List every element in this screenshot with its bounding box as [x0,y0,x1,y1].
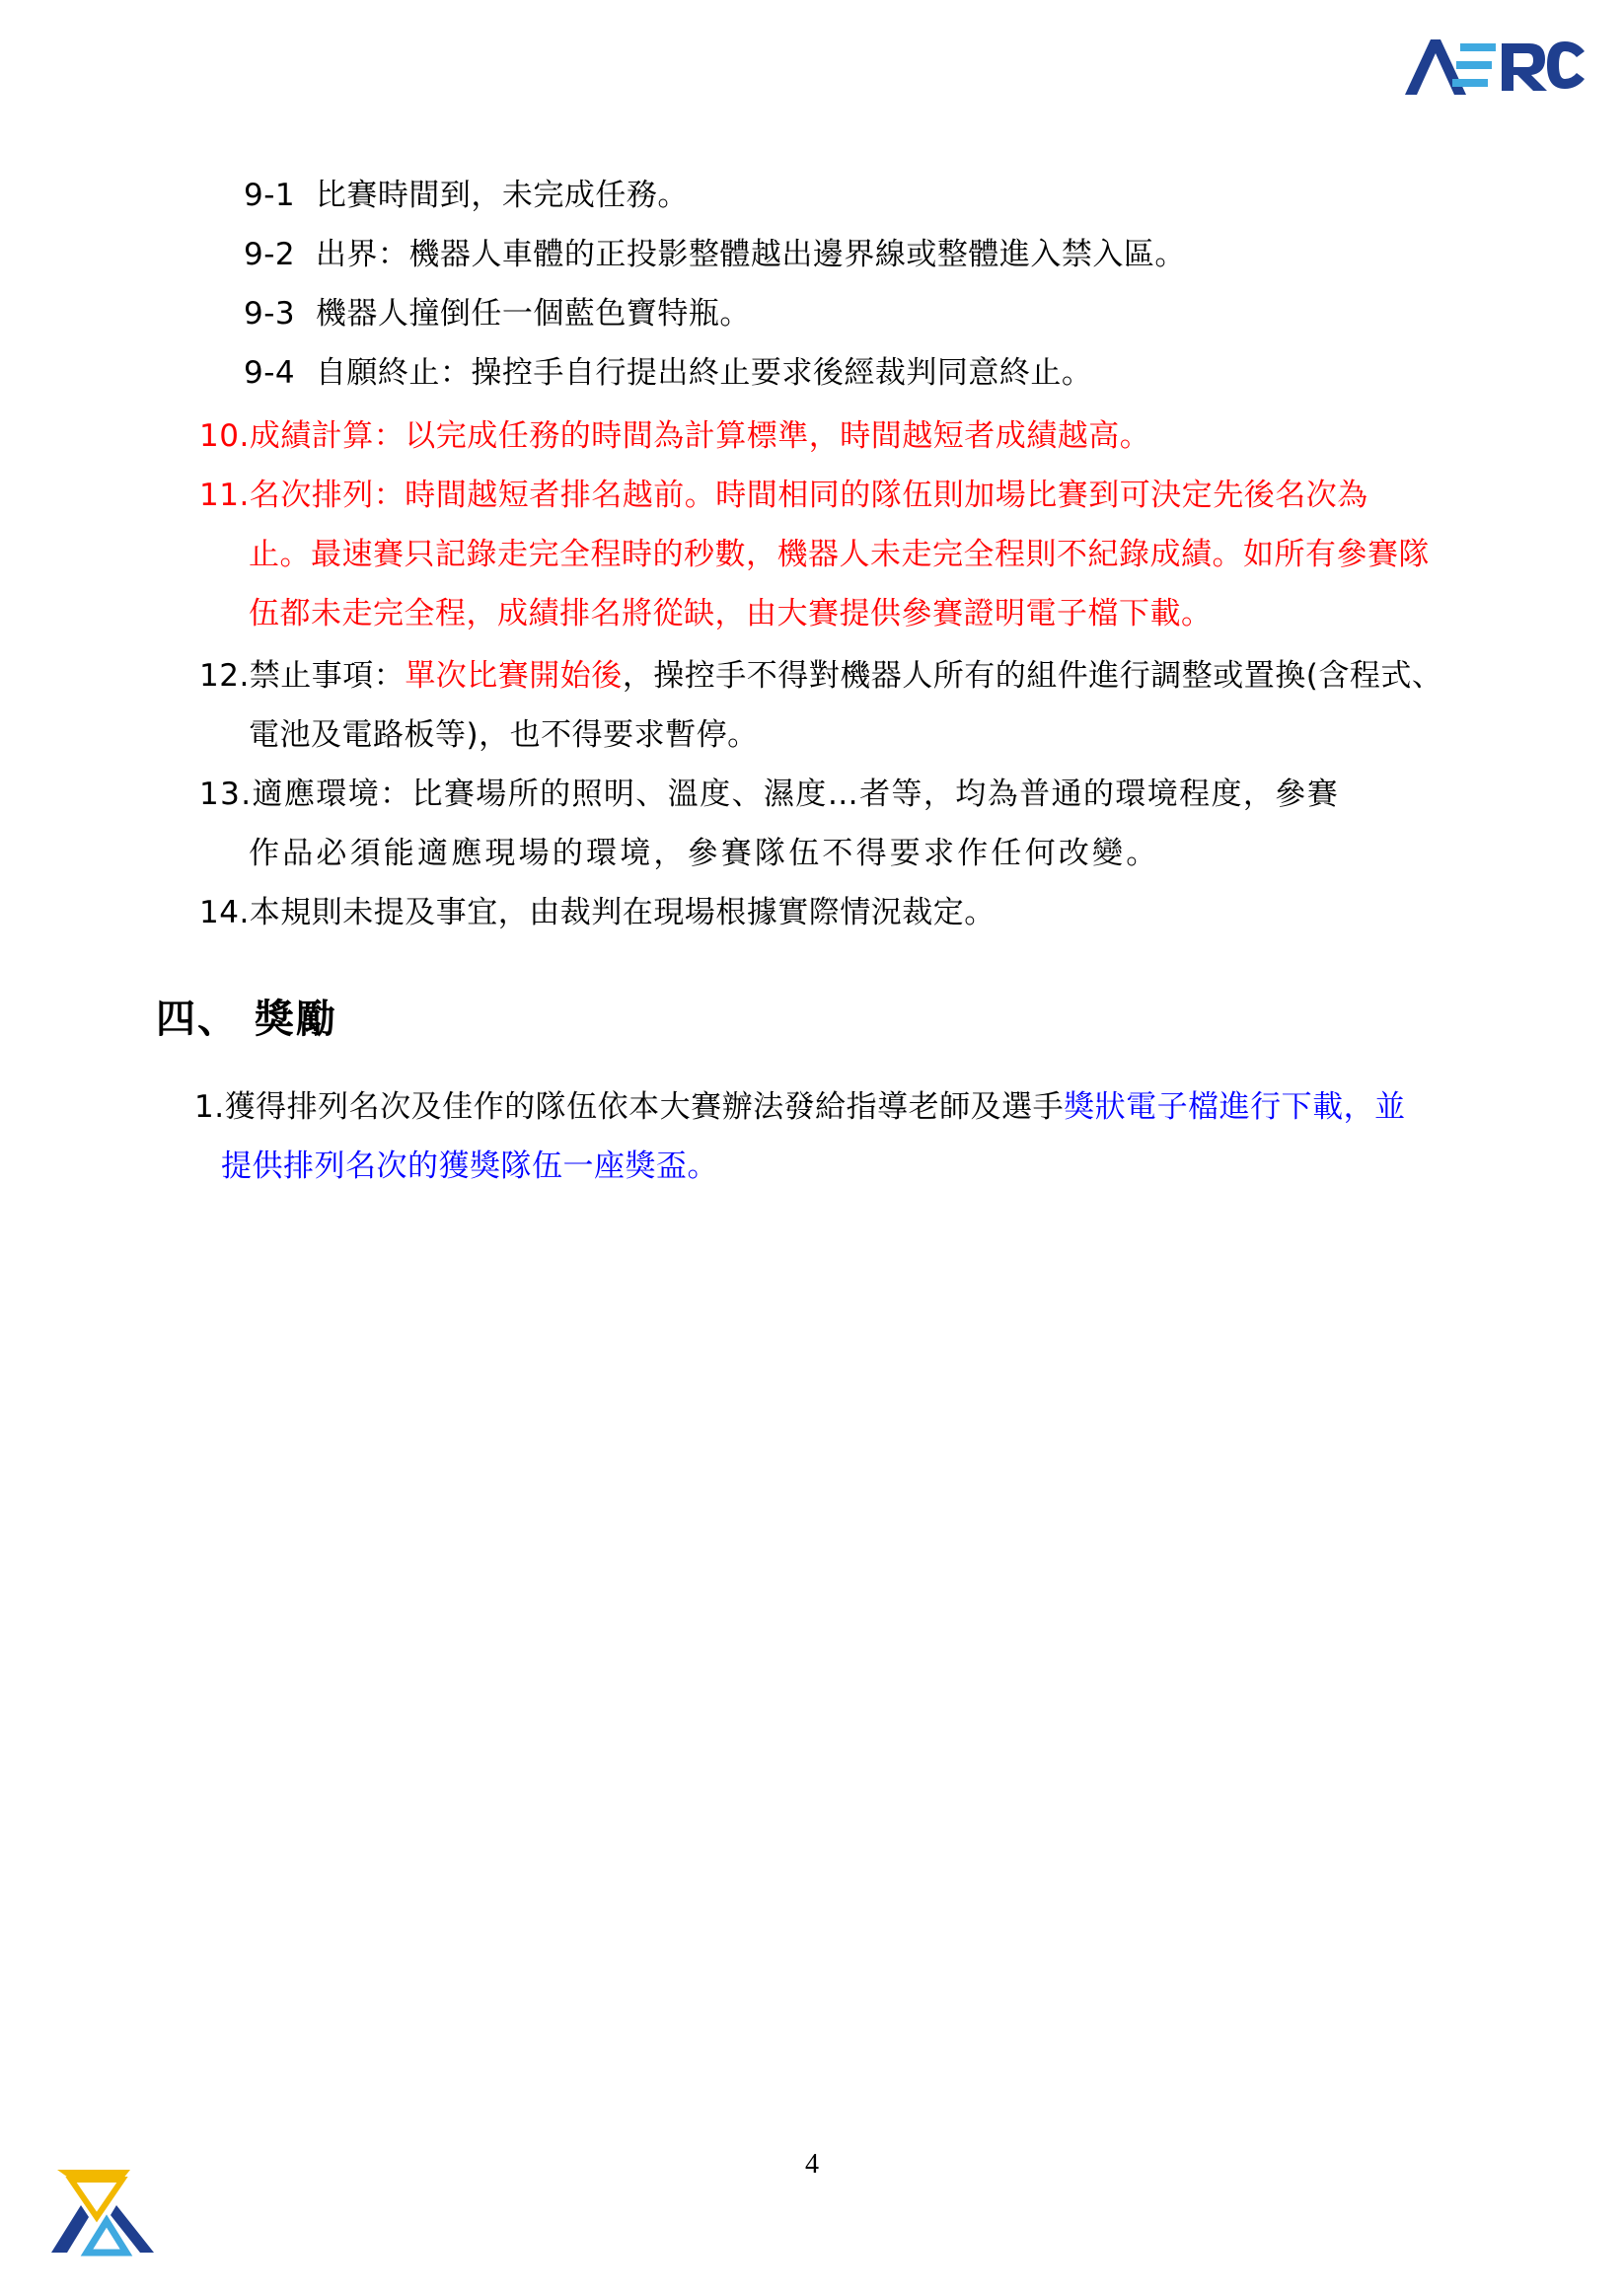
item-11-line-2: 止。最速賽只記錄走完全程時的秒數，機器人未走完全程則不紀錄成績。如所有參賽隊 [249,537,1430,572]
rule-9-1 [244,176,689,215]
rule-9-3 [244,294,751,333]
award-text-blue: 獎狀電子檔進行下載，並 [1064,1089,1406,1125]
item-13-line-2: 作品必須能適應現場的環境，參賽隊伍不得要求作任何改變。 [249,836,1160,871]
page-number: 4 [805,2149,819,2180]
item-12-line-2: 電池及電路板等)，也不得要求暫停。 [249,717,759,753]
rule-number: 9-3 [244,296,296,332]
item-12-prefix: 12.禁止事項： [199,658,406,694]
aerc-logo [1401,30,1588,101]
item-11-line-3: 伍都未走完全程，成績排名將從缺，由大賽提供參賽證明電子檔下載。 [249,596,1213,631]
award-item-1-line-2: 提供排列名次的獲獎隊伍一座獎盃。 [221,1148,718,1184]
rule-9-2 [244,235,1186,274]
rule-number: 9-2 [244,237,296,272]
rule-text: 機器人撞倒任一個藍色寶特瓶。 [315,296,751,332]
award-item-1-line-1 [194,1087,1406,1127]
item-11-line-1: 11.名次排列：時間越短者排名越前。時間相同的隊伍則加場比賽到可決定先後名次為 [199,478,1368,513]
rule-number: 9-1 [244,178,296,213]
award-text: 1.獲得排列名次及佳作的隊伍依本大賽辦法發給指導老師及選手 [194,1089,1065,1125]
item-10: 10.成績計算：以完成任務的時間為計算標準，時間越短者成績越高。 [199,418,1151,454]
item-12-highlight: 單次比賽開始後 [405,658,623,694]
item-12-line-1 [199,656,1442,696]
item-13-line-1: 13.適應環境：比賽場所的照明、溫度、濕度…者等，均為普通的環境程度，參賽 [199,777,1340,812]
rule-text: 比賽時間到，未完成任務。 [315,178,689,213]
rule-text: 自願終止：操控手自行提出終止要求後經裁判同意終止。 [315,355,1093,391]
item-14: 14.本規則未提及事宜，由裁判在現場根據實際情況裁定。 [199,895,996,930]
item-12-rest: ，操控手不得對機器人所有的組件進行調整或置換(含程式、 [622,658,1443,694]
section-heading: 四、 獎勵 [156,997,337,1042]
rule-text: 出界：機器人車體的正投影整體越出邊界線或整體進入禁入區。 [315,237,1186,272]
rule-number: 9-4 [244,355,296,391]
brand-mark-icon [47,2166,158,2257]
rule-9-4 [244,353,1092,393]
